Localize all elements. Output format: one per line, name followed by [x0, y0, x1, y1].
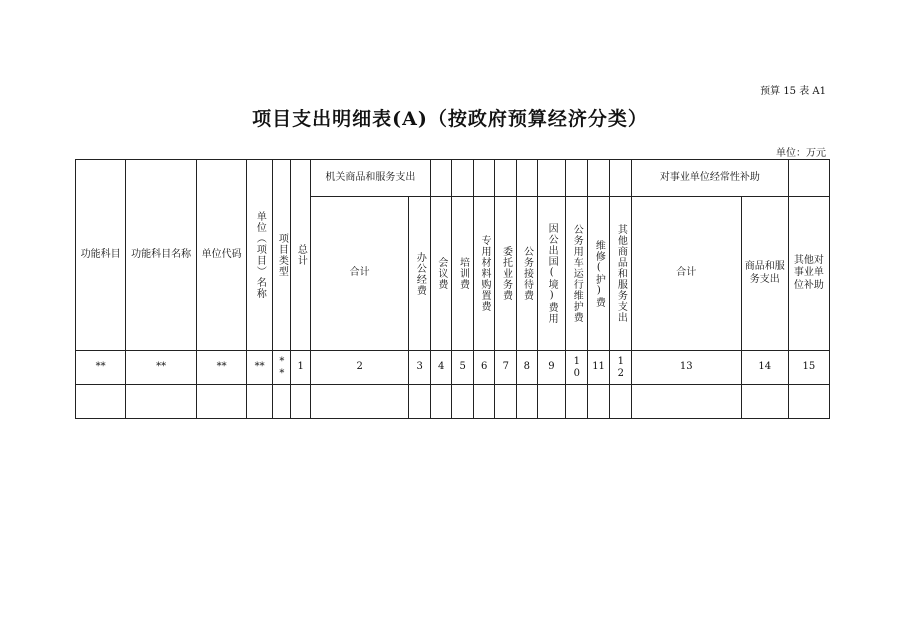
header-blank-cell: [430, 160, 452, 197]
index-cell: **: [247, 351, 273, 385]
page-title: 项目支出明细表(A)（按政府预算经济分类）: [252, 108, 648, 130]
index-cell: **: [197, 351, 247, 385]
header-func-subject-name: 功能科目名称: [126, 160, 197, 351]
data-cell: [430, 385, 452, 419]
data-cell: [452, 385, 474, 419]
header-goods-services-exp: 商品和服务支出: [741, 197, 788, 351]
index-cell: 10: [566, 351, 588, 385]
index-cell: 14: [741, 351, 788, 385]
data-cell: [473, 385, 495, 419]
header-special-materials: 专用材料购置费: [473, 197, 495, 351]
header-office-fee: 办公经费: [409, 197, 431, 351]
index-cell: 11: [587, 351, 610, 385]
data-cell: [272, 385, 290, 419]
index-row: [76, 351, 830, 385]
index-cell: 5: [452, 351, 474, 385]
index-cell: 6: [473, 351, 495, 385]
index-cell: 9: [537, 351, 566, 385]
data-cell: [247, 385, 273, 419]
header-other-subsidy: 其他对事业单位补助: [788, 197, 829, 351]
header-blank-cell: [788, 160, 829, 197]
header-blank-cell: [517, 160, 538, 197]
header-blank-cell: [537, 160, 566, 197]
header-blank-cell: [473, 160, 495, 197]
header-unit-project-name: 单位（项目）名称: [247, 160, 273, 351]
index-cell: 4: [430, 351, 452, 385]
data-cell: [126, 385, 197, 419]
header-blank-cell: [452, 160, 474, 197]
header-unit-code: 单位代码: [197, 160, 247, 351]
index-cell: 7: [495, 351, 517, 385]
header-reception-fee: 公务接待费: [517, 197, 538, 351]
header-other-goods: 其他商品和服务支出: [610, 197, 632, 351]
data-cell: [291, 385, 310, 419]
data-cell: [310, 385, 408, 419]
index-cell: 8: [517, 351, 538, 385]
data-cell: [76, 385, 126, 419]
index-cell: 1: [291, 351, 310, 385]
header-subtotal-b: 合计: [631, 197, 741, 351]
header-training-fee: 培训费: [452, 197, 474, 351]
unit-label: 单位：万元: [776, 148, 826, 159]
data-cell: [566, 385, 588, 419]
header-vehicle-fee: 公务用车运行维护费: [566, 197, 588, 351]
header-project-type: 项目类型: [272, 160, 290, 351]
data-cell: [495, 385, 517, 419]
data-cell: [741, 385, 788, 419]
data-cell: [631, 385, 741, 419]
header-group-subsidy: 对事业单位经常性补助: [631, 160, 788, 197]
data-cell: [517, 385, 538, 419]
header-blank-cell: [587, 160, 610, 197]
data-cell: [409, 385, 431, 419]
header-entrusted-fee: 委托业务费: [495, 197, 517, 351]
data-cell: [788, 385, 829, 419]
data-cell: [610, 385, 632, 419]
header-blank-cell: [495, 160, 517, 197]
header-subtotal-a: 合计: [310, 197, 408, 351]
form-code: 预算 15 表 A1: [760, 86, 826, 97]
index-cell: 2: [310, 351, 408, 385]
header-maintenance-fee: 维修(护)费: [587, 197, 610, 351]
index-cell: **: [76, 351, 126, 385]
index-cell: 13: [631, 351, 741, 385]
header-meeting-fee: 会议费: [430, 197, 452, 351]
header-blank-cell: [610, 160, 632, 197]
header-overseas-fee: 因公出国(境)费用: [537, 197, 566, 351]
index-cell: **: [272, 351, 290, 385]
header-total: 总计: [291, 160, 310, 351]
data-cell: [587, 385, 610, 419]
header-func-subject: 功能科目: [76, 160, 126, 351]
index-cell: 12: [610, 351, 632, 385]
header-blank-cell: [566, 160, 588, 197]
table-row: [76, 385, 830, 419]
data-cell: [537, 385, 566, 419]
data-cell: [197, 385, 247, 419]
index-cell: 15: [788, 351, 829, 385]
header-group-goods-services: 机关商品和服务支出: [310, 160, 430, 197]
index-cell: 3: [409, 351, 431, 385]
index-cell: **: [126, 351, 197, 385]
project-expenditure-table: [75, 159, 830, 419]
